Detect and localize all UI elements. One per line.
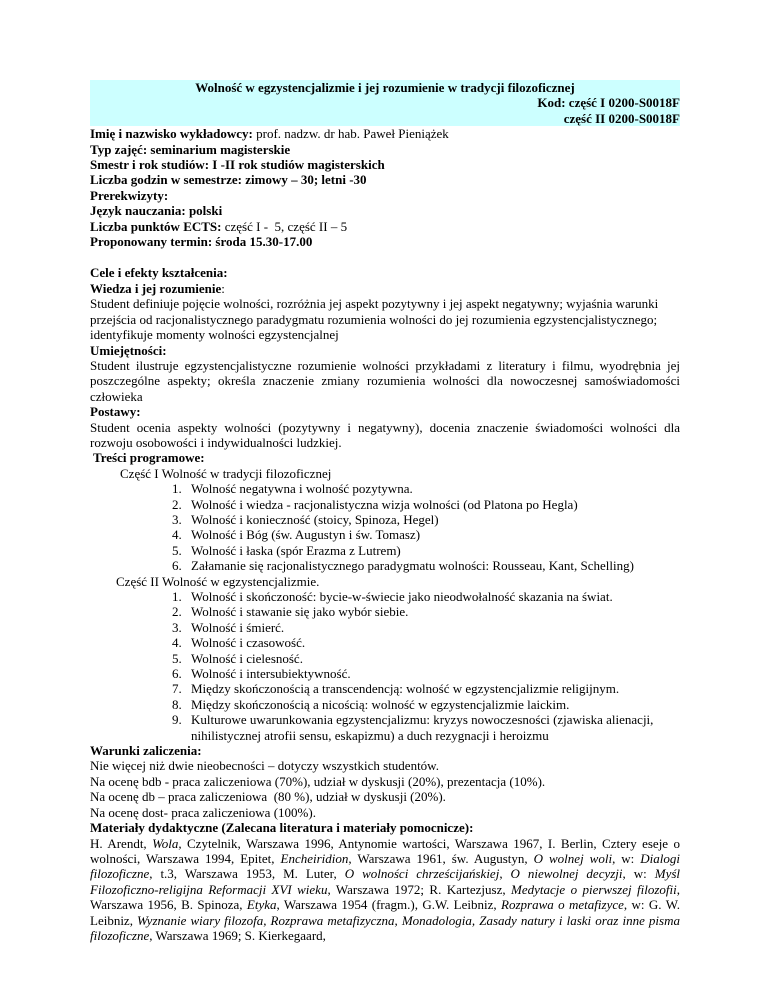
literature-title: O wolności chrześcijańskiej	[344, 866, 500, 882]
literature-text: , w:	[612, 850, 641, 866]
literature-text: , Warszawa 1954 (fragm.), G.W. Leibniz,	[276, 897, 502, 913]
literature-title: Rozprawa o metafizyce	[501, 897, 624, 913]
literature-title: O wolnej woli	[533, 850, 613, 866]
literature-text: , w:	[622, 866, 655, 882]
course-info-line	[90, 157, 680, 172]
course-info-line	[90, 188, 680, 203]
program-topic-item: 5. Wolność i łaska (spór Erazma z Lutrem)	[185, 543, 680, 558]
knowledge-heading-line	[90, 281, 680, 296]
part2-title: Część II Wolność w egzystencjalizmie.	[116, 573, 320, 589]
literature-text: , Warszawa 1961, św. Augustyn,	[348, 850, 534, 866]
program-topic-item: 2. Wolność i stawanie się jako wybór siebie.	[185, 604, 680, 619]
literature-text: , t.3, Warszawa 1953, M. Luter,	[149, 866, 345, 882]
program-topic-item: 3. Wolność i konieczność (stoicy, Spinoza, Hegel)	[185, 512, 680, 527]
knowledge-heading: Wiedza i jej rozumienie	[90, 280, 222, 296]
program-topic-item: 4. Wolność i Bóg (św. Augustyn i św. Tomasz)	[185, 527, 680, 542]
part2-list	[90, 589, 680, 743]
course-info-line	[90, 126, 680, 141]
program-topic-item: 1. Wolność negatywna i wolność pozytywna.	[185, 481, 680, 496]
knowledge-colon: :	[221, 280, 225, 296]
course-info-label: Smestr i rok studiów: I -II rok studiów magisterskich	[90, 157, 385, 173]
literature-title: Wola,	[152, 835, 182, 851]
literature-text: , Warszawa 1972; R. Kartezjusz,	[327, 881, 512, 897]
literature-title: Wyznanie wiary filozofa, Rozprawa metafizyczna, Monadologia, Zasady natury i laski oraz inne pisma filozoficzne	[90, 912, 680, 943]
course-info-label: Liczba godzin w semestrze: zimowy – 30; letni -30	[90, 172, 367, 188]
goals-heading: Cele i efekty kształcenia:	[90, 265, 228, 281]
program-topic-item: 1. Wolność i skończoność: bycie-w-świecie jako nieodwołalność skazania na świat.	[185, 589, 680, 604]
knowledge-text: Student definiuje pojęcie wolności, rozróżnia jej aspekt pozytywny i jej aspekt negatywny; wyjaśnia warunki przejścia od racjonalistycznego paradygmatu rozumienia wolności do jej rozumienia egzystencjalistycznego; identyfikuje momenty wolności egzystencjalnej	[90, 296, 659, 343]
literature-title: Myśl Filozoficzno-religijna Reformacji XVI wieku	[90, 866, 681, 897]
part1-title: Część I Wolność w tradycji filozoficznej	[120, 465, 332, 481]
program-heading: Treści programowe:	[90, 450, 205, 466]
literature-text: , Warszawa 1956, B. Spinoza,	[90, 881, 680, 913]
part1-list	[90, 481, 680, 573]
program-topic-item: 2. Wolność i wiedza - racjonalistyczna wizja wolności (od Platona po Hegla)	[185, 497, 680, 512]
literature-text: , w: G. W. Leibniz,	[90, 897, 681, 928]
condition-line: Na ocenę bdb - praca zaliczeniowa (70%), udział w dyskusji (20%), prezentacja (10%).	[90, 773, 546, 789]
skills-heading: Umiejętności:	[90, 342, 167, 358]
materials-heading: Materiały dydaktyczne (Zalecana literatura i materiały pomocnicze):	[90, 820, 474, 836]
course-info-line	[90, 219, 680, 234]
literature-title: Dialogi filozoficzne	[90, 850, 681, 882]
course-code-line-2: część II 0200-S0018F	[90, 111, 680, 126]
condition-line: Na ocenę db – praca zaliczeniowa (80 %), udział w dyskusji (20%).	[90, 789, 446, 805]
literature-text: H. Arendt,	[90, 835, 153, 851]
course-info-label: Imię i nazwisko wykładowcy:	[90, 126, 253, 142]
attitudes-text: Student ocenia aspekty wolności (pozytywny i negatywny), docenia znaczenie świadomości wolności dla rozwoju osobowości i indywidualności ludzkiej.	[90, 419, 680, 450]
program-topic-item: 5. Wolność i cielesność.	[185, 651, 680, 666]
course-info-value: prof. nadzw. dr hab. Paweł Pieniążek	[252, 126, 449, 142]
literature-text: , Warszawa 1969; S. Kierkegaard,	[149, 927, 326, 943]
literature-text: Czytelnik, Warszawa 1996, Antynomie wartości, Warszawa 1967, I. Berlin, Cztery eseje o wolności, Warszawa 1994, Epitet,	[90, 835, 680, 866]
program-topic-item: 7. Między skończonością a transcendencją: wolność w egzystencjalizmie religijnym.	[185, 681, 680, 696]
program-topic-item: 3. Wolność i śmierć.	[185, 620, 680, 635]
program-topic-item: 6. Załamanie się racjonalistycznego paradygmatu wolności: Rousseau, Kant, Schelling)	[185, 558, 680, 573]
materials-text	[90, 836, 680, 944]
program-topic-item: 9. Kulturowe uwarunkowania egzystencjalizmu: kryzys nowoczesności (zjawiska alienacji, nihilistycznej atrofii sensu, eskapizmu) a duch rezygnacji i heroizmu	[185, 712, 680, 743]
course-info-value: część I - 5, część II – 5	[221, 218, 348, 234]
document-title: Wolność w egzystencjalizmie i jej rozumienie w tradycji filozoficznej	[90, 80, 680, 95]
course-info-line	[90, 142, 680, 157]
course-info-block	[90, 126, 680, 249]
attitudes-heading: Postawy:	[90, 404, 141, 420]
course-info-line	[90, 172, 680, 187]
program-topic-item: 4. Wolność i czasowość.	[185, 635, 680, 650]
document-page	[90, 80, 680, 943]
course-info-label: Język nauczania: polski	[90, 203, 223, 219]
course-info-line	[90, 234, 680, 249]
literature-title: O niewolnej decyzji	[510, 866, 623, 882]
course-info-label: Proponowany termin: środa 15.30-17.00	[90, 234, 313, 250]
literature-title: Encheiridion	[280, 850, 349, 866]
condition-line: Na ocenę dost- praca zaliczeniowa (100%).	[90, 804, 316, 820]
program-topic-item: 8. Między skończonością a nicością: wolność w egzystencjalizmie laickim.	[185, 697, 680, 712]
program-topic-item: 6. Wolność i intersubiektywność.	[185, 666, 680, 681]
course-code-line-1: Kod: część I 0200-S0018F	[90, 95, 680, 110]
literature-title: Etyka	[246, 897, 277, 913]
literature-title: Medytacje o pierwszej filozofii	[511, 881, 677, 897]
course-info-line	[90, 203, 680, 218]
conditions-list	[90, 758, 680, 820]
course-info-label: Liczba punktów ECTS:	[90, 218, 222, 234]
condition-line: Nie więcej niż dwie nieobecności – dotyczy wszystkich studentów.	[90, 758, 439, 774]
conditions-heading: Warunki zaliczenia:	[90, 743, 202, 759]
course-info-label: Typ zajęć: seminarium magisterskie	[90, 141, 291, 157]
literature-text: ,	[499, 866, 511, 882]
skills-text: Student ilustruje egzystencjalistyczne rozumienie wolności przykładami z literatury i filmu, wyodrębnia jej poszczególne aspekty; określa znaczenie zmiany rozumienia wolności dla nowoczesnej samoświadomości człowieka	[90, 357, 680, 404]
course-info-label: Prerekwizyty:	[90, 187, 169, 203]
